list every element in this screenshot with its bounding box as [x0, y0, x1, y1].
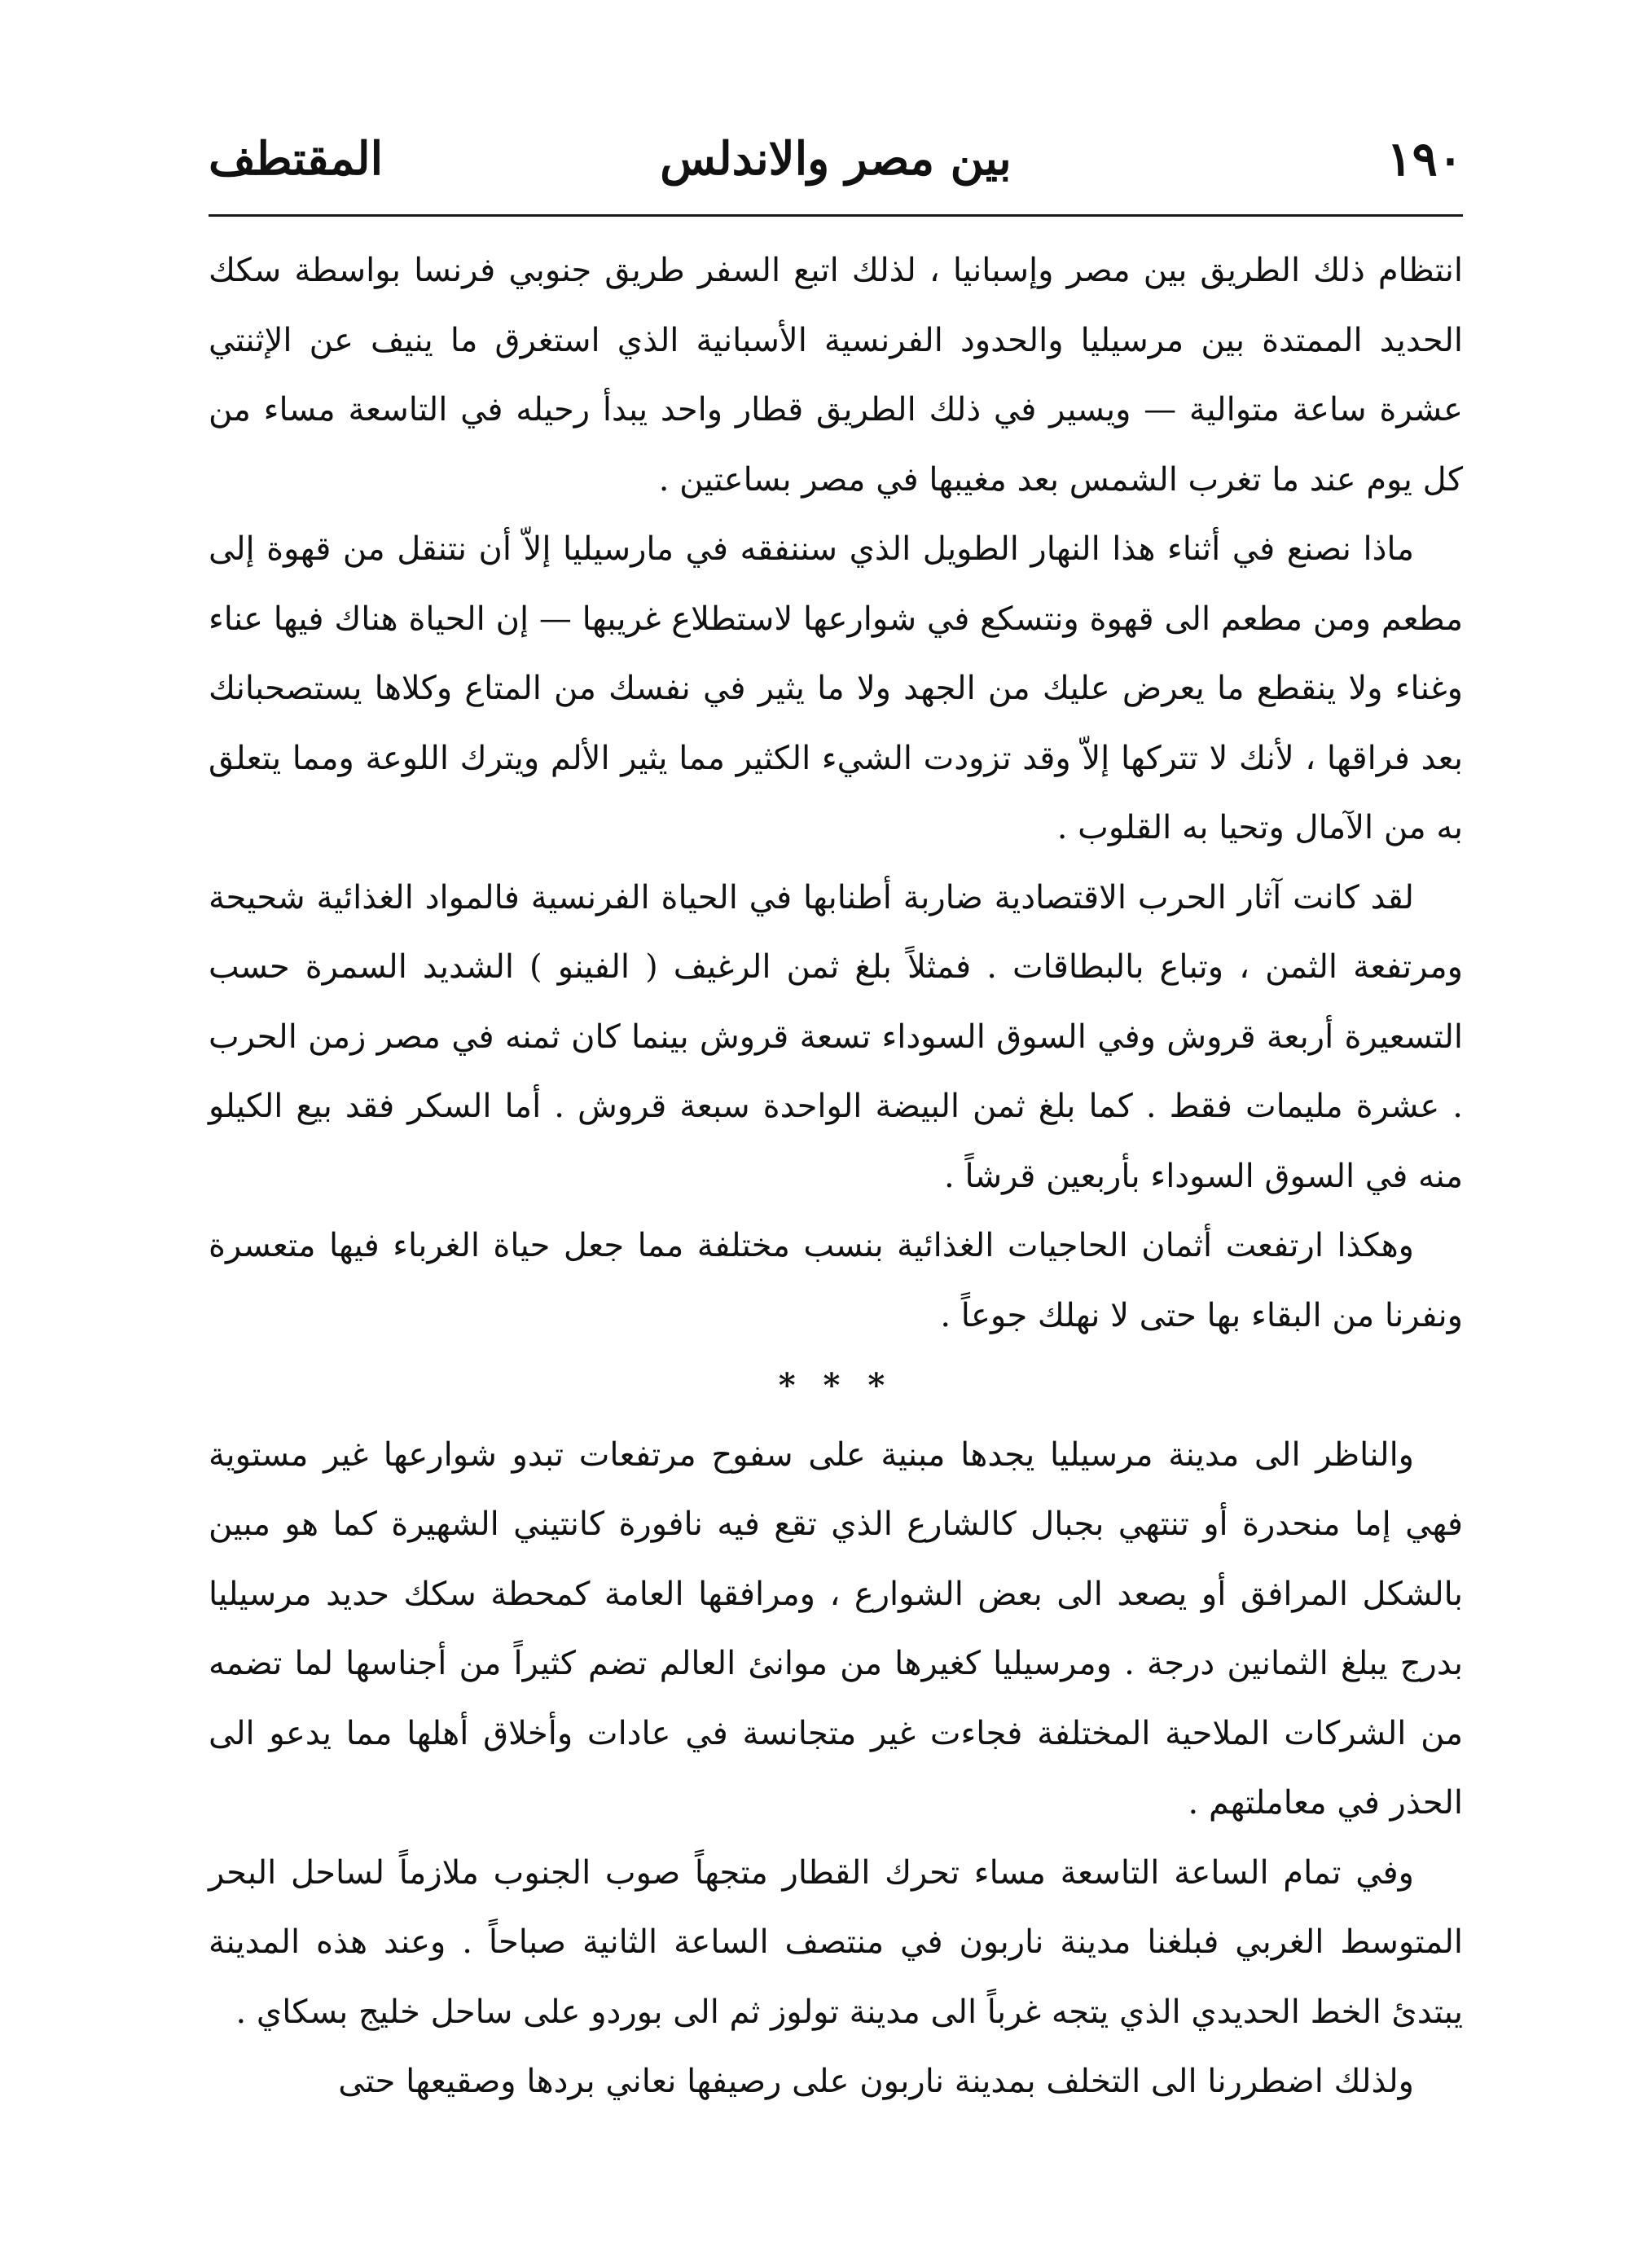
- section-separator: * * *: [778, 1366, 894, 1404]
- paragraph: وهكذا ارتفعت أثمان الحاجيات الغذائية بنسب مختلفة مما جعل حياة الغرباء فيها متعسرة ونفرنا من البقاء بها حتى لا نهلك جوعاً .: [209, 1227, 1463, 1334]
- page-number: ١٩٠: [1386, 131, 1463, 187]
- header-divider: [209, 214, 1463, 217]
- paragraph: لقد كانت آثار الحرب الاقتصادية ضاربة أطنابها في الحياة الفرنسية فالمواد الغذائية شحيحة ومرتفعة الثمن ، وتباع بالبطاقات . فمثلاً بلغ ثمن الرغيف ( الفينو ) الشديد السمرة حسب التسعيرة أربعة قروش وفي السوق السوداء تسعة قروش بينما كان ثمنه في مصر زمن الحرب . عشرة مليمات فقط . كما بلغ ثمن البيضة الواحدة سبعة قروش . أما السكر فقد بيع الكيلو منه في السوق السوداء بأربعين قرشاً .: [209, 878, 1464, 1195]
- journal-name: المقتطف: [209, 132, 384, 186]
- paragraph: وفي تمام الساعة التاسعة مساء تحرك القطار متجهاً صوب الجنوب ملازماً لساحل البحر المتوسط الغربي فبلغنا مدينة ناربون في منتصف الساعة الثانية صباحاً . وعند هذه المدينة يبتدئ الخط الحديدي الذي يتجه غرباً الى مدينة تولوز ثم الى بوردو على ساحل خليج بسكاي .: [209, 1853, 1463, 2031]
- paragraph: ماذا نصنع في أثناء هذا النهار الطويل الذي سننفقه في مارسيليا إلاّ أن نتنقل من قهوة إلى مطعم ومن مطعم الى قهوة ونتسكع في شوارعها لاستطلاع غريبها — إن الحياة هناك فيها عناء وغناء ولا ينقطع ما يعرض عليك من الجهد ولا ما يثير في نفسك من المتاع وكلاها يستصحبانك بعد فراقها ، لأنك لا تتركها إلاّ وقد تزودت الشيء الكثير مما يثير الألم ويترك اللوعة ومما يتعلق به من الآمال وتحيا به القلوب .: [209, 530, 1463, 846]
- article-title: بين مصر والاندلس: [660, 132, 1012, 186]
- article-body: [209, 236, 1463, 2117]
- paragraph: ولذلك اضطررنا الى التخلف بمدينة ناربون على رصيفها نعاني بردها وصقيعها حتى: [338, 2063, 1414, 2100]
- paragraph: والناظر الى مدينة مرسيليا يجدها مبنية على سفوح مرتفعات تبدو شوارعها غير مستوية فهي إما منحدرة أو تنتهي بجبال كالشارع الذي تقع فيه نافورة كانتيني الشهيرة كما هو مبين بالشكل المرافق أو يصعد الى بعض الشوارع ، ومرافقها العامة كمحطة سكك حديد مرسيليا بدرج يبلغ الثمانين درجة . ومرسيليا كغيرها من موانئ العالم تضم كثيراً من أجناسها لما تضمه من الشركات الملاحية المختلفة فجاءت غير متجانسة في عادات وأخلاق أهلها مما يدعو الى الحذر في معاملتهم .: [209, 1435, 1463, 1822]
- paragraph: انتظام ذلك الطريق بين مصر وإسبانيا ، لذلك اتبع السفر طريق جنوبي فرنسا بواسطة سكك الحديد الممتدة بين مرسيليا والحدود الفرنسية الأسبانية الذي استغرق ما ينيف عن الإثنتي عشرة ساعة متوالية — ويسير في ذلك الطريق قطار واحد يبدأ رحيله في التاسعة مساء من كل يوم عند ما تغرب الشمس بعد مغيبها في مصر بساعتين .: [209, 252, 1463, 499]
- running-header: [209, 122, 1463, 196]
